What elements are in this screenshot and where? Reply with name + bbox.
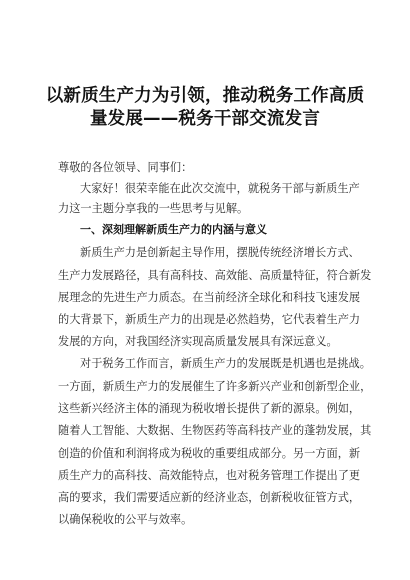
paragraph-line: 以确保税收的公平与效率。 [58, 513, 193, 526]
paragraph-line: 一方面，新质生产力的发展催生了许多新兴产业和创新型企业， [58, 380, 372, 393]
paragraph-line: 生产力发展路径，具有高科技、高效能、高质量特征，符合新发 [58, 269, 372, 282]
document-title-line-1: 以新质生产力为引领，推动税务工作高质 [45, 86, 365, 106]
paragraph-line: 对于税务工作而言，新质生产力的发展既是机遇也是挑战。 [80, 357, 371, 370]
paragraph-line: 质生产力的高科技、高效能特点，也对税务管理工作提出了更 [58, 469, 361, 482]
paragraph-line: 创造的价值和利润将成为税收的重要组成部分。另一方面，新 [58, 447, 361, 460]
paragraph-line: 这些新兴经济主体的涌现为税收增长提供了新的源泉。例如， [58, 402, 361, 415]
intro-line: 大家好！很荣幸能在此次交流中，就税务干部与新质生产 [80, 182, 360, 195]
intro-line: 力这一主题分享我的一些思考与见解。 [58, 202, 249, 215]
section-heading: 一、深刻理解新质生产力的内涵与意义 [80, 223, 267, 236]
paragraph-line: 高的要求，我们需要适应新的经济业态，创新税收征管方式， [58, 491, 361, 504]
paragraph-line: 随着人工智能、大数据、生物医药等高科技产业的蓬勃发展，其 [58, 424, 372, 437]
paragraph-line: 发展的方向，对我国经济实现高质量发展具有深远意义。 [58, 335, 338, 348]
salutation: 尊敬的各位领导、同事们： [58, 161, 193, 174]
paragraph-line: 展理念的先进生产力质态。在当前经济全球化和科技飞速发展 [58, 291, 361, 304]
document-title-line-2: 量发展——税务干部交流发言 [89, 109, 321, 129]
paragraph-line: 的大背景下，新质生产力的出现是必然趋势，它代表着生产力 [58, 313, 361, 326]
paragraph-line: 新质生产力是创新起主导作用，摆脱传统经济增长方式、 [80, 246, 360, 259]
